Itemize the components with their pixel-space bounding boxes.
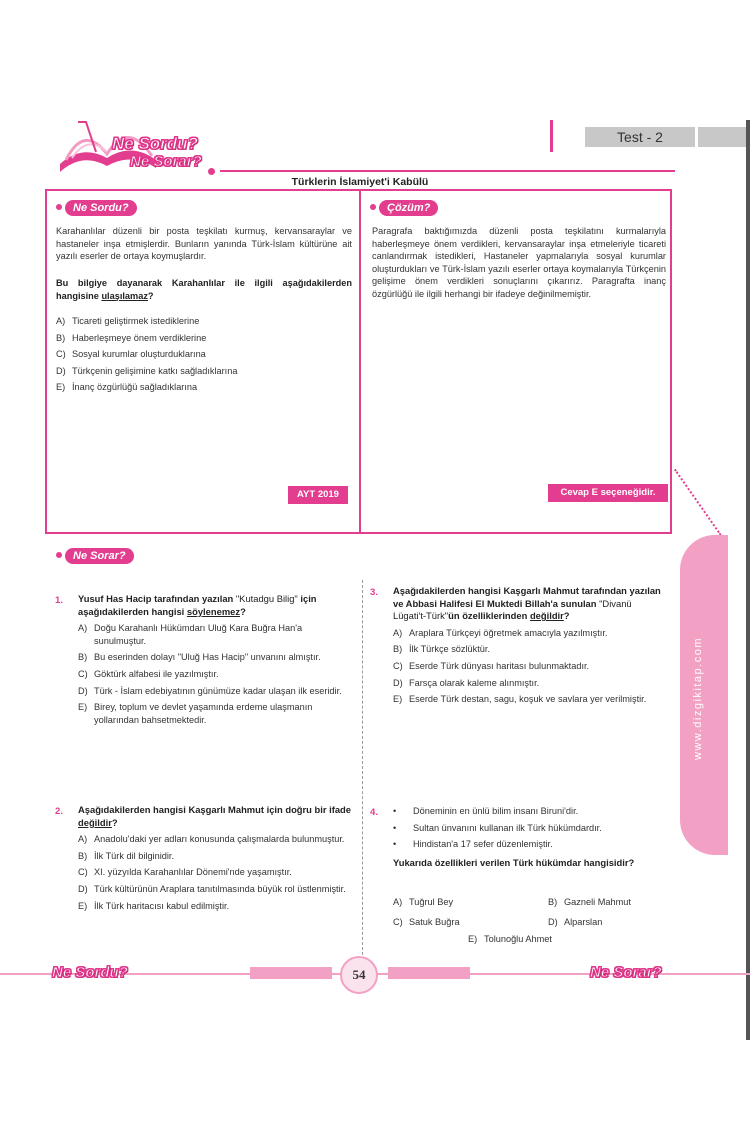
question-1: [78, 593, 354, 730]
test-tab-extension: [698, 127, 750, 147]
option-text: Birey, toplum ve devlet yaşamında erdeme ulaşmanın yollarından bahsetmektedir.: [94, 702, 313, 725]
option-key: A): [78, 623, 88, 634]
bullet-item: [393, 838, 667, 851]
option-text: Farsça olarak kaleme alınmıştır.: [409, 677, 540, 688]
q4-option-c: [393, 916, 460, 929]
stem-quote: "Kutadgu Bilig": [235, 593, 298, 604]
option-text: Satuk Buğra: [409, 917, 460, 927]
bullet-text: Hindistan'a 17 sefer düzenlemiştir.: [413, 839, 553, 850]
option-text: Sosyal kurumlar oluşturduklarına: [72, 349, 206, 360]
option-key: D): [78, 685, 88, 696]
option-e: [78, 701, 354, 726]
ne-sordu-question: [56, 277, 352, 302]
option-text: Haberleşmeye önem verdiklerine: [72, 332, 207, 343]
bullet-mark: •: [393, 806, 397, 816]
answer-badge: Cevap E seçeneğidir.: [548, 484, 668, 502]
option-a: [78, 833, 354, 846]
footer-ne-sorar: Ne Sorar?: [590, 964, 662, 981]
test-label: Test - 2: [617, 129, 663, 145]
option-key: C): [78, 668, 88, 679]
option-c: [78, 866, 354, 879]
stem-text: ün özelliklerinden: [448, 610, 530, 622]
option-key: B): [393, 644, 403, 655]
option-c: [78, 668, 354, 681]
option-key: A): [393, 627, 403, 638]
question-4-number: 4.: [370, 807, 379, 818]
option-a: [393, 627, 667, 640]
stem-end: ?: [563, 610, 570, 622]
question-1-options: [78, 622, 354, 726]
topic-title: Türklerin İslamiyet'i Kabülü: [291, 176, 429, 188]
question-1-stem: [78, 593, 354, 618]
stem-emphasis: söylenemez: [186, 605, 241, 617]
option-b: [78, 850, 354, 863]
option-key: C): [78, 867, 88, 878]
cozum-paragraph: Paragrafa baktığımızda düzenli posta teşkilatını kurmalarıyla haberleşmeye önem verdikleri, kervansaraylar inşa etmeleriyle ticareti canlandırmak istedikleri, Hastaneler yapmalarıyla sosyal kurumlar oluşturdukları ve Türk-İslam yazılı eserler ortaya koymalarıyla Türkçenin gelişime önem verdikleri sonuçlarını çıkarırız. Paragrafta inanç özgürlüğü ile ilgili herhangi bir ifadeye değinilmemiştir.: [372, 226, 666, 299]
option-text: Bu eserinden dolayı "Uluğ Has Hacip" unvanını almıştır.: [94, 652, 321, 663]
stem-emphasis: değildir: [78, 816, 112, 828]
option-e: [78, 900, 354, 913]
ne-sordu-options: [56, 315, 352, 398]
column-divider: [362, 580, 363, 955]
q4-option-a: [393, 896, 453, 909]
option-key: C): [393, 917, 403, 927]
option-text: Gazneli Mahmut: [564, 897, 631, 907]
bullet-text: Döneminin en ünlü bilim insanı Biruni'dir.: [413, 806, 579, 816]
logo-dot: [208, 168, 215, 175]
option-text: Tolunoğlu Ahmet: [484, 934, 552, 944]
ne-sordu-paragraph: Karahanlılar düzenli bir posta teşkilatı kurmuş, kervansaraylar ve hastaneler inşa etmişlerdir. Bunların yanında Türk-İslam kültürüne ait yazılı eserler de ortaya koymuşlardır.: [56, 226, 352, 262]
ne-sorar-badge: [56, 546, 134, 564]
q4-option-d: [548, 916, 602, 929]
option-text: Türk kültürünün Araplara tanıtılmasında büyük rol üstlenmiştir.: [94, 883, 346, 894]
side-tab-right-edge: [746, 120, 750, 1040]
bullet-mark: •: [393, 822, 397, 833]
ne-sorar-badge-label: Ne Sorar?: [65, 548, 134, 564]
option-text: Eserde Türk destan, sagu, koşuk ve savlara yer verilmiştir.: [409, 694, 647, 705]
ne-sordu-badge: [56, 198, 137, 216]
option-key: B): [548, 897, 558, 907]
option-key: A): [393, 897, 403, 907]
option-key: B): [56, 332, 66, 343]
option-text: İlk Türk haritacısı kabul edilmiştir.: [94, 900, 230, 911]
option-c: [56, 348, 352, 361]
option-key: E): [393, 694, 403, 705]
bullet-item: [393, 822, 667, 835]
question-3: [393, 585, 667, 710]
option-b: [78, 651, 354, 664]
option-text: Eserde Türk dünyası haritası bulunmaktadır.: [409, 660, 590, 671]
logo-ne-sordu: Ne Sordu?: [112, 134, 198, 153]
website-url: www.dizgikitap.com: [692, 637, 704, 760]
question-3-stem: [393, 585, 667, 623]
option-key: E): [468, 934, 478, 944]
stem-end: ?: [240, 605, 246, 617]
option-text: Tuğrul Bey: [409, 897, 454, 907]
option-d: [78, 685, 354, 698]
q4-option-b: [548, 896, 631, 909]
stem-text: Yusuf Has Hacip tarafından yazılan: [78, 593, 236, 604]
bullet-mark: •: [393, 839, 397, 850]
option-e: [56, 381, 352, 394]
option-key: E): [78, 900, 88, 911]
page-number: 54: [352, 967, 366, 982]
stem-end: ?: [111, 816, 118, 828]
question-2-number: 2.: [55, 806, 64, 817]
cozum-badge-label: Çözüm?: [379, 200, 438, 216]
option-key: D): [78, 883, 88, 894]
option-key: D): [393, 677, 403, 688]
option-c: [393, 660, 667, 673]
question-2: [78, 804, 354, 916]
option-text: Göktürk alfabesi ile yazılmıştır.: [94, 668, 219, 679]
question-4-stem: Yukarıda özellikleri verilen Türk hükümdar hangisidir?: [393, 856, 635, 868]
side-tab-dots: [674, 469, 722, 536]
option-d: [393, 677, 667, 690]
bullet-item: [393, 805, 667, 818]
example-box-divider: [359, 189, 361, 534]
option-text: XI. yüzyılda Karahanlılar Dönemi'nde yaşamıştır.: [94, 867, 292, 878]
bullet-dot: [56, 552, 62, 558]
option-key: B): [78, 652, 88, 663]
footer-bar-left: [250, 967, 332, 979]
option-text: Ticareti geliştirmek istediklerine: [72, 316, 200, 326]
option-a: [56, 315, 352, 328]
option-text: Araplara Türkçeyi öğretmek amacıyla yazılmıştır.: [409, 627, 608, 638]
option-text: Doğu Karahanlı Hükümdarı Uluğ Kara Buğra Han'a sunulmuştur.: [94, 623, 303, 646]
logo-ne-sorar: Ne Sorar?: [130, 153, 202, 170]
option-key: A): [56, 316, 66, 326]
option-text: Alparslan: [564, 917, 603, 927]
option-key: A): [78, 834, 88, 845]
option-b: [56, 332, 352, 345]
option-text: İlk Türk dil bilginidir.: [94, 850, 174, 861]
question-text: Bu bilgiye dayanarak Karahanlılar ile ilgili aşağıdakilerden hangisine: [56, 278, 352, 301]
question-1-number: 1.: [55, 595, 64, 606]
bullet-dot: [56, 204, 62, 210]
footer-bar-right: [388, 967, 470, 979]
question-3-number: 3.: [370, 587, 379, 598]
option-text: Türkçenin gelişimine katkı sağladıklarına: [72, 365, 238, 376]
option-e: [393, 693, 667, 706]
stem-emphasis: değildir: [529, 610, 564, 622]
option-b: [393, 643, 667, 656]
stem-text: Aşağıdakilerden hangisi Kaşgarlı Mahmut tarafından yazılan ve Abbasi Halifesi El Muktedi Billah'a sunulan: [393, 585, 661, 609]
option-text: Türk - İslam edebiyatının günümüze kadar ulaşan ilk eseridir.: [94, 685, 342, 696]
question-end: ?: [147, 290, 154, 301]
footer-ne-sordu: Ne Sordu?: [52, 964, 128, 981]
option-key: E): [78, 702, 88, 713]
question-4: [393, 805, 667, 869]
stem-text: için aşağıdakilerden hangisi: [78, 593, 317, 617]
option-key: B): [78, 850, 88, 861]
option-text: İnanç özgürlüğü sağladıklarına: [72, 382, 198, 393]
option-text: Anadolu'daki yer adları konusunda çalışmalarda bulunmuştur.: [94, 834, 345, 845]
cozum-badge: [370, 198, 438, 216]
header-vertical-divider: [550, 120, 553, 152]
stem-quote: "Divanü Lügati't-Türk": [393, 597, 632, 622]
bullet-text: Sultan ünvanını kullanan ilk Türk hükümdardır.: [413, 822, 602, 833]
question-2-stem: [78, 804, 354, 829]
option-key: D): [548, 917, 558, 927]
q4-option-e: [468, 933, 552, 946]
question-2-options: [78, 833, 354, 912]
source-badge: AYT 2019: [288, 486, 348, 504]
question-emphasis: ulaşılamaz: [101, 290, 148, 301]
option-key: D): [56, 365, 66, 376]
stem-text: Aşağıdakilerden hangisi Kaşgarlı Mahmut için doğru bir ifade: [78, 804, 351, 815]
question-3-options: [393, 627, 667, 706]
bullet-dot: [370, 204, 376, 210]
option-a: [78, 622, 354, 647]
header-rule: [220, 170, 675, 172]
option-d: [56, 365, 352, 378]
option-text: İlk Türkçe sözlüktür.: [409, 644, 491, 655]
option-d: [78, 883, 354, 896]
ne-sordu-badge-label: Ne Sordu?: [65, 200, 137, 216]
option-key: C): [56, 349, 66, 360]
option-key: E): [56, 382, 66, 393]
option-key: C): [393, 660, 403, 671]
